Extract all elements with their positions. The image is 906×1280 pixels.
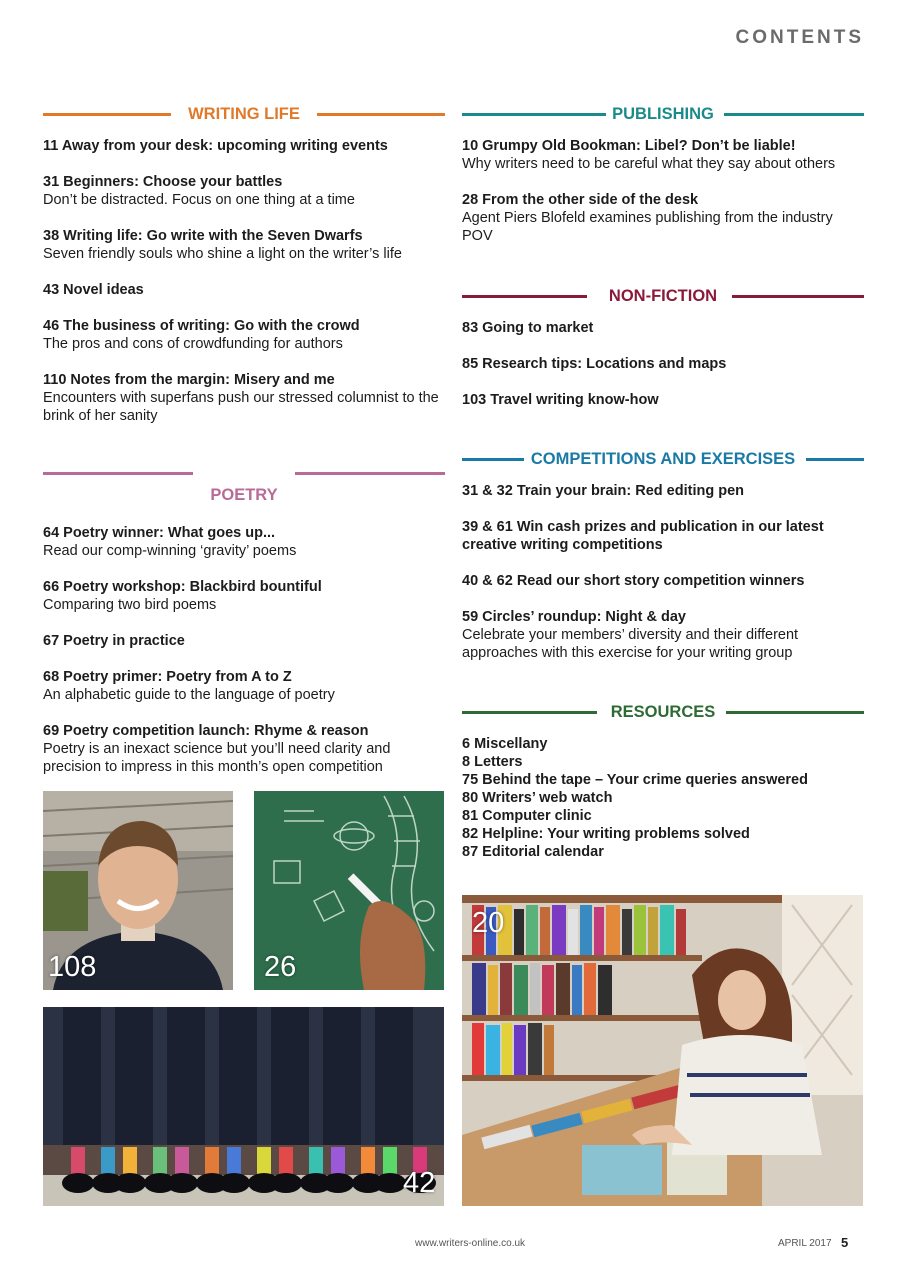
entry-title: 103 Travel writing know-how (462, 392, 659, 408)
entry-desc: Poetry is an inexact science but you’ll need clarity and precision to impress in this month’s open competition (43, 741, 391, 775)
list-item[interactable] (462, 191, 864, 245)
socks-image (43, 1007, 444, 1206)
list-item[interactable]: 8 Letters (462, 754, 523, 770)
entry-desc: Encounters with superfans push our stressed columnist to the brink of her sanity (43, 390, 439, 424)
entry-desc: Why writers need to be careful what they say about others (462, 156, 836, 172)
page-title: CONTENTS (735, 27, 864, 48)
entry-desc: Read our comp-winning ‘gravity’ poems (43, 543, 297, 559)
list-item[interactable] (43, 281, 445, 299)
footer-url[interactable]: www.writers-online.co.uk (415, 1238, 526, 1249)
list-item[interactable] (462, 482, 864, 500)
poetry-section (43, 472, 445, 794)
resources-header (462, 701, 864, 723)
bookshop-image (462, 895, 863, 1206)
list-item[interactable]: 75 Behind the tape – Your crime queries answered (462, 772, 808, 788)
section-title: RESOURCES (610, 703, 716, 721)
entry-title: 40 & 62 Read our short story competition winners (462, 573, 805, 589)
entry-title: 38 Writing life: Go write with the Seven Dwarfs (43, 228, 363, 244)
entry-title: 69 Poetry competition launch: Rhyme & reason (43, 723, 369, 739)
bookshop-photo[interactable] (462, 895, 863, 1206)
list-item[interactable] (43, 632, 445, 650)
list-item[interactable] (462, 355, 864, 373)
chalkboard-photo[interactable] (254, 791, 444, 990)
entry-title: 31 Beginners: Choose your battles (43, 174, 283, 190)
footer-page-number: 5 (841, 1235, 849, 1250)
entry-title: 83 Going to market (462, 320, 594, 336)
poetry-header (43, 472, 445, 524)
footer-date: APRIL 2017 (778, 1238, 832, 1249)
writing-life-section (43, 103, 445, 443)
writing-life-header (43, 103, 445, 125)
entry-title: 28 From the other side of the desk (462, 192, 699, 208)
list-item[interactable]: 81 Computer clinic (462, 808, 592, 824)
page-number-label: 26 (264, 951, 297, 983)
competitions-header (462, 448, 864, 470)
list-item[interactable]: 87 Editorial calendar (462, 844, 604, 860)
list-item[interactable] (43, 722, 445, 776)
entry-title: 66 Poetry workshop: Blackbird bountiful (43, 579, 322, 595)
writing-life-list (43, 137, 445, 425)
entry-title: 10 Grumpy Old Bookman: Libel? Don’t be liable! (462, 138, 796, 154)
entry-title: 11 Away from your desk: upcoming writing events (43, 138, 388, 154)
publishing-list (462, 137, 864, 245)
resources-list (462, 735, 864, 861)
entry-title: 67 Poetry in practice (43, 633, 185, 649)
portrait-photo[interactable] (43, 791, 233, 990)
entry-title: 85 Research tips: Locations and maps (462, 356, 727, 372)
entry-desc: An alphabetic guide to the language of poetry (43, 687, 335, 703)
competitions-section (462, 448, 864, 680)
list-item[interactable] (462, 319, 864, 337)
entry-desc: Don’t be distracted. Focus on one thing at a time (43, 192, 355, 208)
entry-desc: Comparing two bird poems (43, 597, 217, 613)
nonfiction-header (462, 285, 864, 307)
header-rule (43, 472, 193, 475)
list-item[interactable]: 6 Miscellany (462, 736, 548, 752)
list-item[interactable] (43, 668, 445, 704)
list-item[interactable] (43, 137, 445, 155)
publishing-section (462, 103, 864, 263)
poetry-list (43, 524, 445, 776)
nonfiction-section (462, 285, 864, 427)
entry-title: 110 Notes from the margin: Misery and me (43, 372, 335, 388)
section-title: POETRY (210, 486, 278, 504)
section-title: COMPETITIONS AND EXERCISES (530, 450, 796, 468)
list-item[interactable] (43, 173, 445, 209)
list-item[interactable] (462, 572, 864, 590)
list-item[interactable] (462, 518, 864, 554)
entry-title: 31 & 32 Train your brain: Red editing pen (462, 483, 744, 499)
publishing-header (462, 103, 864, 125)
section-title: NON-FICTION (608, 287, 718, 305)
list-item[interactable]: 80 Writers’ web watch (462, 790, 613, 806)
list-item[interactable]: 82 Helpline: Your writing problems solved (462, 826, 750, 842)
section-title: WRITING LIFE (188, 105, 300, 123)
page-number-label: 42 (403, 1167, 436, 1199)
entry-title: 43 Novel ideas (43, 282, 144, 298)
entry-title: 68 Poetry primer: Poetry from A to Z (43, 669, 292, 685)
page-number-label: 108 (48, 951, 97, 983)
resources-section (462, 701, 864, 861)
list-item[interactable] (43, 578, 445, 614)
entry-title: 46 The business of writing: Go with the crowd (43, 318, 360, 334)
competitions-list (462, 482, 864, 662)
list-item[interactable] (462, 391, 864, 409)
page-number-label: 20 (472, 907, 505, 939)
entry-title: 64 Poetry winner: What goes up... (43, 525, 276, 541)
header-rule (295, 472, 445, 475)
entry-desc: Celebrate your members’ diversity and their different approaches with this exercise for your writing group (462, 627, 799, 661)
entry-desc: The pros and cons of crowdfunding for authors (43, 336, 343, 352)
list-item[interactable] (462, 608, 864, 662)
entry-desc: Agent Piers Blofeld examines publishing from the industry POV (462, 210, 833, 244)
list-item[interactable] (43, 371, 445, 425)
socks-photo[interactable] (43, 1007, 444, 1206)
list-item[interactable] (43, 317, 445, 353)
entry-title: 39 & 61 Win cash prizes and publication in our latest creative writing competitions (462, 519, 824, 553)
entry-title: 59 Circles’ roundup: Night & day (462, 609, 686, 625)
nonfiction-list (462, 319, 864, 409)
section-title: PUBLISHING (612, 105, 714, 123)
list-item[interactable] (43, 524, 445, 560)
list-item[interactable] (43, 227, 445, 263)
entry-desc: Seven friendly souls who shine a light on the writer’s life (43, 246, 402, 262)
list-item[interactable] (462, 137, 864, 173)
